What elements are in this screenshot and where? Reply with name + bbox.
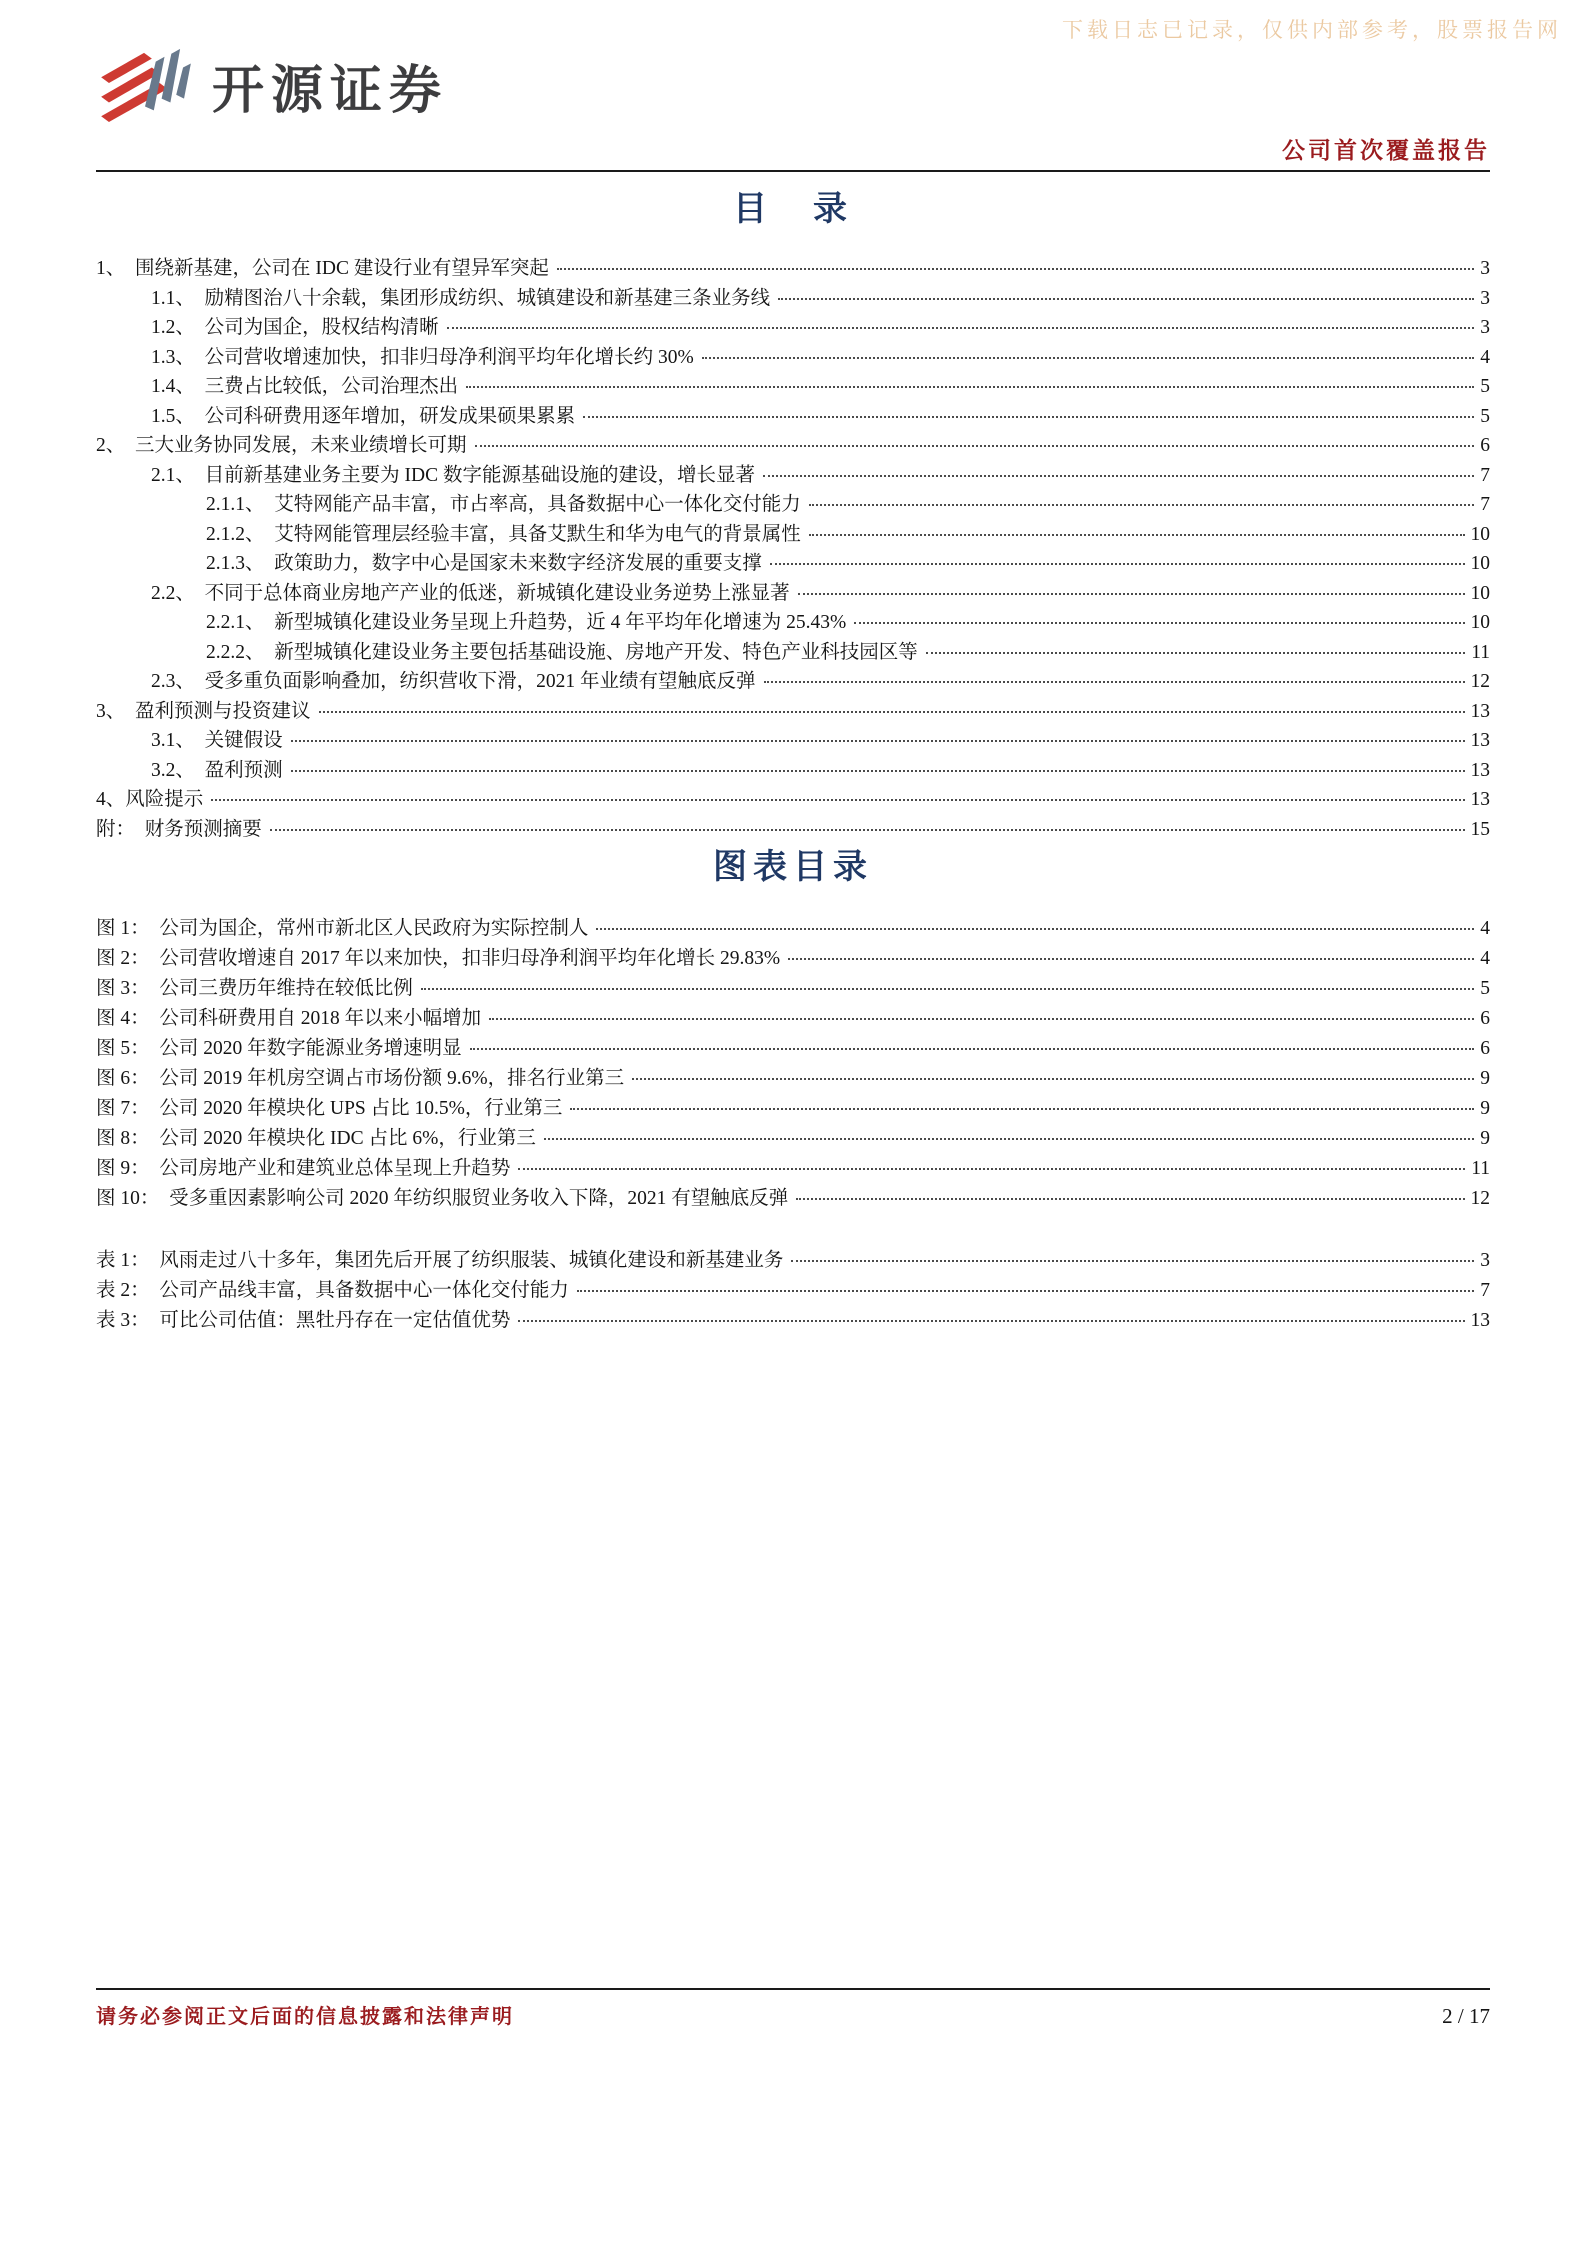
toc-entry-page: 3 [1480, 287, 1490, 309]
table-entry [96, 1276, 1490, 1306]
dotted-leader [791, 1260, 1474, 1262]
toc-entry [96, 608, 1490, 638]
figure-entry [96, 1004, 1490, 1034]
toc-entry-label: 1、 围绕新基建，公司在 IDC 建设行业有望异军突起 [96, 258, 549, 279]
toc-entry-label: 1.2、 公司为国企，股权结构清晰 [151, 317, 439, 338]
dotted-leader [518, 1168, 1465, 1170]
toc-entry [96, 343, 1490, 373]
dotted-leader [577, 1290, 1474, 1292]
table-entry-label: 表 2： 公司产品线丰富，具备数据中心一体化交付能力 [96, 1280, 569, 1301]
footer-disclaimer: 请务必参阅正文后面的信息披露和法律声明 [96, 2006, 514, 2028]
dotted-leader [211, 799, 1464, 801]
dotted-leader [764, 681, 1465, 683]
dotted-leader [702, 357, 1475, 359]
dotted-leader [489, 1018, 1474, 1020]
brand-name: 开源证券 [212, 61, 449, 120]
dotted-leader [809, 534, 1465, 536]
dotted-leader [421, 988, 1474, 990]
dotted-leader [475, 445, 1475, 447]
figure-entry-label: 图 1： 公司为国企，常州市新北区人民政府为实际控制人 [96, 918, 589, 939]
toc-entry [96, 313, 1490, 343]
figure-entry-label: 图 8： 公司 2020 年模块化 IDC 占比 6%，行业第三 [96, 1128, 536, 1149]
toc-entry-page: 13 [1470, 759, 1490, 781]
toc-entry-label: 1.4、 三费占比较低，公司治理杰出 [151, 376, 459, 397]
toc-list [96, 254, 1490, 844]
toc-entry-page: 10 [1470, 582, 1490, 604]
toc-entry [96, 549, 1490, 579]
toc-entry-label: 4、风险提示 [96, 789, 204, 810]
figure-entry-label: 图 5： 公司 2020 年数字能源业务增速明显 [96, 1038, 462, 1059]
figure-entry-label: 图 7： 公司 2020 年模块化 UPS 占比 10.5%，行业第三 [96, 1098, 563, 1119]
toc-entry-page: 7 [1480, 464, 1490, 486]
toc-section [96, 190, 1490, 844]
toc-entry-page: 11 [1471, 641, 1490, 663]
toc-entry-page: 7 [1480, 494, 1490, 515]
figure-entry-page: 5 [1480, 978, 1490, 999]
toc-entry-label: 2.2.1、 新型城镇化建设业务呈现上升趋势，近 4 年平均年化增速为 25.43% [206, 612, 847, 633]
dotted-leader [570, 1108, 1474, 1110]
dotted-leader [319, 711, 1465, 713]
table-entry-page: 13 [1470, 1310, 1490, 1331]
toc-entry-label: 附： 财务预测摘要 [96, 818, 262, 840]
toc-entry-label: 1.1、 励精图治八十余载，集团形成纺织、城镇建设和新基建三条业务线 [151, 287, 771, 309]
figure-entry [96, 974, 1490, 1004]
toc-entry-page: 10 [1470, 612, 1490, 633]
dotted-leader [788, 958, 1474, 960]
toc-entry [96, 756, 1490, 786]
toc-entry [96, 815, 1490, 845]
toc-entry [96, 785, 1490, 815]
toc-entry-label: 3.2、 盈利预测 [151, 759, 283, 781]
table-entry [96, 1246, 1490, 1276]
figure-entry-page: 9 [1480, 1128, 1490, 1149]
footer [96, 2000, 1490, 2029]
dotted-leader [291, 770, 1465, 772]
figure-entry-label: 图 6： 公司 2019 年机房空调占市场份额 9.6%，排名行业第三 [96, 1068, 625, 1089]
table-entry-label: 表 3： 可比公司估值：黑牡丹存在一定估值优势 [96, 1310, 511, 1331]
toc-entry [96, 579, 1490, 609]
figures-title: 图表目录 [713, 849, 873, 886]
toc-entry [96, 372, 1490, 402]
toc-entry-page: 3 [1480, 317, 1490, 338]
figure-entry [96, 1124, 1490, 1154]
toc-entry [96, 402, 1490, 432]
brand-logo-icon [96, 46, 196, 124]
toc-entry-page: 6 [1480, 435, 1490, 456]
table-entry-label: 表 1： 风雨走过八十多年，集团先后开展了纺织服装、城镇化建设和新基建业务 [96, 1250, 784, 1271]
dotted-leader [583, 416, 1474, 418]
figure-entry-page: 11 [1471, 1158, 1490, 1179]
figure-entry-page: 6 [1480, 1008, 1490, 1029]
toc-entry [96, 254, 1490, 284]
toc-entry [96, 726, 1490, 756]
figure-entry [96, 1034, 1490, 1064]
dotted-leader [291, 740, 1465, 742]
footer-divider [96, 1988, 1490, 1990]
table-entry-page: 3 [1480, 1250, 1490, 1271]
toc-entry-label: 3.1、 关键假设 [151, 730, 283, 751]
footer-page-number: 2 / 17 [1442, 2004, 1490, 2028]
watermark-text: 下载日志已记录，仅供内部参考，股票报告网 [1062, 19, 1562, 42]
toc-entry-label: 2.3、 受多重负面影响叠加，纺织营收下滑，2021 年业绩有望触底反弹 [151, 671, 756, 692]
toc-entry-page: 5 [1480, 376, 1490, 397]
header-divider [96, 170, 1490, 172]
dotted-leader [632, 1078, 1474, 1080]
dotted-leader [518, 1320, 1464, 1322]
figure-entry-label: 图 9： 公司房地产业和建筑业总体呈现上升趋势 [96, 1158, 511, 1179]
dotted-leader [270, 829, 1465, 831]
figure-entry [96, 944, 1490, 974]
toc-entry-label: 2.1.1、 艾特网能产品丰富，市占率高，具备数据中心一体化交付能力 [206, 494, 801, 515]
toc-entry [96, 431, 1490, 461]
toc-entry-label: 2.1.3、 政策助力，数字中心是国家未来数字经济发展的重要支撑 [206, 553, 762, 574]
toc-entry [96, 697, 1490, 727]
table-entry [96, 1306, 1490, 1336]
figure-entry-label: 图 3： 公司三费历年维持在较低比例 [96, 978, 413, 999]
toc-entry-label: 1.5、 公司科研费用逐年增加，研发成果硕果累累 [151, 405, 576, 427]
dotted-leader [798, 593, 1465, 595]
toc-entry [96, 638, 1490, 668]
toc-entry-page: 3 [1480, 258, 1490, 279]
toc-entry [96, 667, 1490, 697]
toc-entry-label: 3、 盈利预测与投资建议 [96, 700, 311, 722]
table-entry-page: 7 [1480, 1280, 1490, 1301]
figure-entry-page: 9 [1480, 1098, 1490, 1119]
toc-entry [96, 461, 1490, 491]
toc-entry-page: 15 [1470, 818, 1490, 840]
toc-entry-label: 2.2.2、 新型城镇化建设业务主要包括基础设施、房地产开发、特色产业科技园区等 [206, 641, 918, 663]
dotted-leader [596, 928, 1474, 930]
toc-entry [96, 284, 1490, 314]
toc-entry-page: 13 [1470, 700, 1490, 722]
report-type-label: 公司首次覆盖报告 [1282, 137, 1490, 163]
toc-entry-page: 5 [1480, 405, 1490, 427]
figure-entry-page: 9 [1480, 1068, 1490, 1089]
figure-list [96, 914, 1490, 1214]
toc-entry-page: 13 [1470, 789, 1490, 810]
toc-entry-page: 12 [1470, 671, 1490, 692]
figure-entry-label: 图 10： 受多重因素影响公司 2020 年纺织服贸业务收入下降，2021 有望触底反弹 [96, 1188, 789, 1209]
figure-entry-label: 图 4： 公司科研费用自 2018 年以来小幅增加 [96, 1008, 482, 1029]
toc-entry-page: 4 [1480, 346, 1490, 368]
dotted-leader [809, 504, 1474, 506]
figure-entry [96, 1154, 1490, 1184]
toc-entry-page: 13 [1470, 730, 1490, 751]
figure-entry-page: 6 [1480, 1038, 1490, 1059]
dotted-leader [557, 268, 1474, 270]
toc-entry-page: 10 [1470, 553, 1490, 574]
figure-entry-page: 4 [1480, 948, 1490, 969]
figure-entry [96, 914, 1490, 944]
figure-entry-label: 图 2： 公司营收增速自 2017 年以来加快，扣非归母净利润平均年化增长 29.83% [96, 948, 781, 969]
dotted-leader [778, 298, 1474, 300]
figure-entry [96, 1184, 1490, 1214]
figures-section [96, 848, 1490, 1336]
dotted-leader [447, 327, 1475, 329]
toc-entry-label: 2、 三大业务协同发展，未来业绩增长可期 [96, 435, 467, 456]
brand-logo [96, 46, 448, 124]
table-list [96, 1246, 1490, 1336]
dotted-leader [854, 622, 1464, 624]
toc-entry-label: 2.1.2、 艾特网能管理层经验丰富，具备艾默生和华为电气的背景属性 [206, 523, 801, 545]
figure-entry [96, 1094, 1490, 1124]
dotted-leader [770, 563, 1465, 565]
toc-title: 目 录 [733, 191, 853, 228]
dotted-leader [763, 475, 1474, 477]
toc-entry-label: 1.3、 公司营收增速加快，扣非归母净利润平均年化增长约 30% [151, 346, 694, 368]
toc-entry-label: 2.2、 不同于总体商业房地产产业的低迷，新城镇化建设业务逆势上涨显著 [151, 582, 790, 604]
dotted-leader [544, 1138, 1474, 1140]
figure-entry-page: 4 [1480, 918, 1490, 939]
figure-entry [96, 1064, 1490, 1094]
toc-entry [96, 490, 1490, 520]
figure-entry-page: 12 [1470, 1188, 1490, 1209]
toc-entry-page: 10 [1470, 523, 1490, 545]
dotted-leader [926, 652, 1465, 654]
dotted-leader [470, 1048, 1475, 1050]
dotted-leader [466, 386, 1474, 388]
dotted-leader [796, 1198, 1464, 1200]
toc-entry-label: 2.1、 目前新基建业务主要为 IDC 数字能源基础设施的建设，增长显著 [151, 464, 755, 486]
toc-entry [96, 520, 1490, 550]
